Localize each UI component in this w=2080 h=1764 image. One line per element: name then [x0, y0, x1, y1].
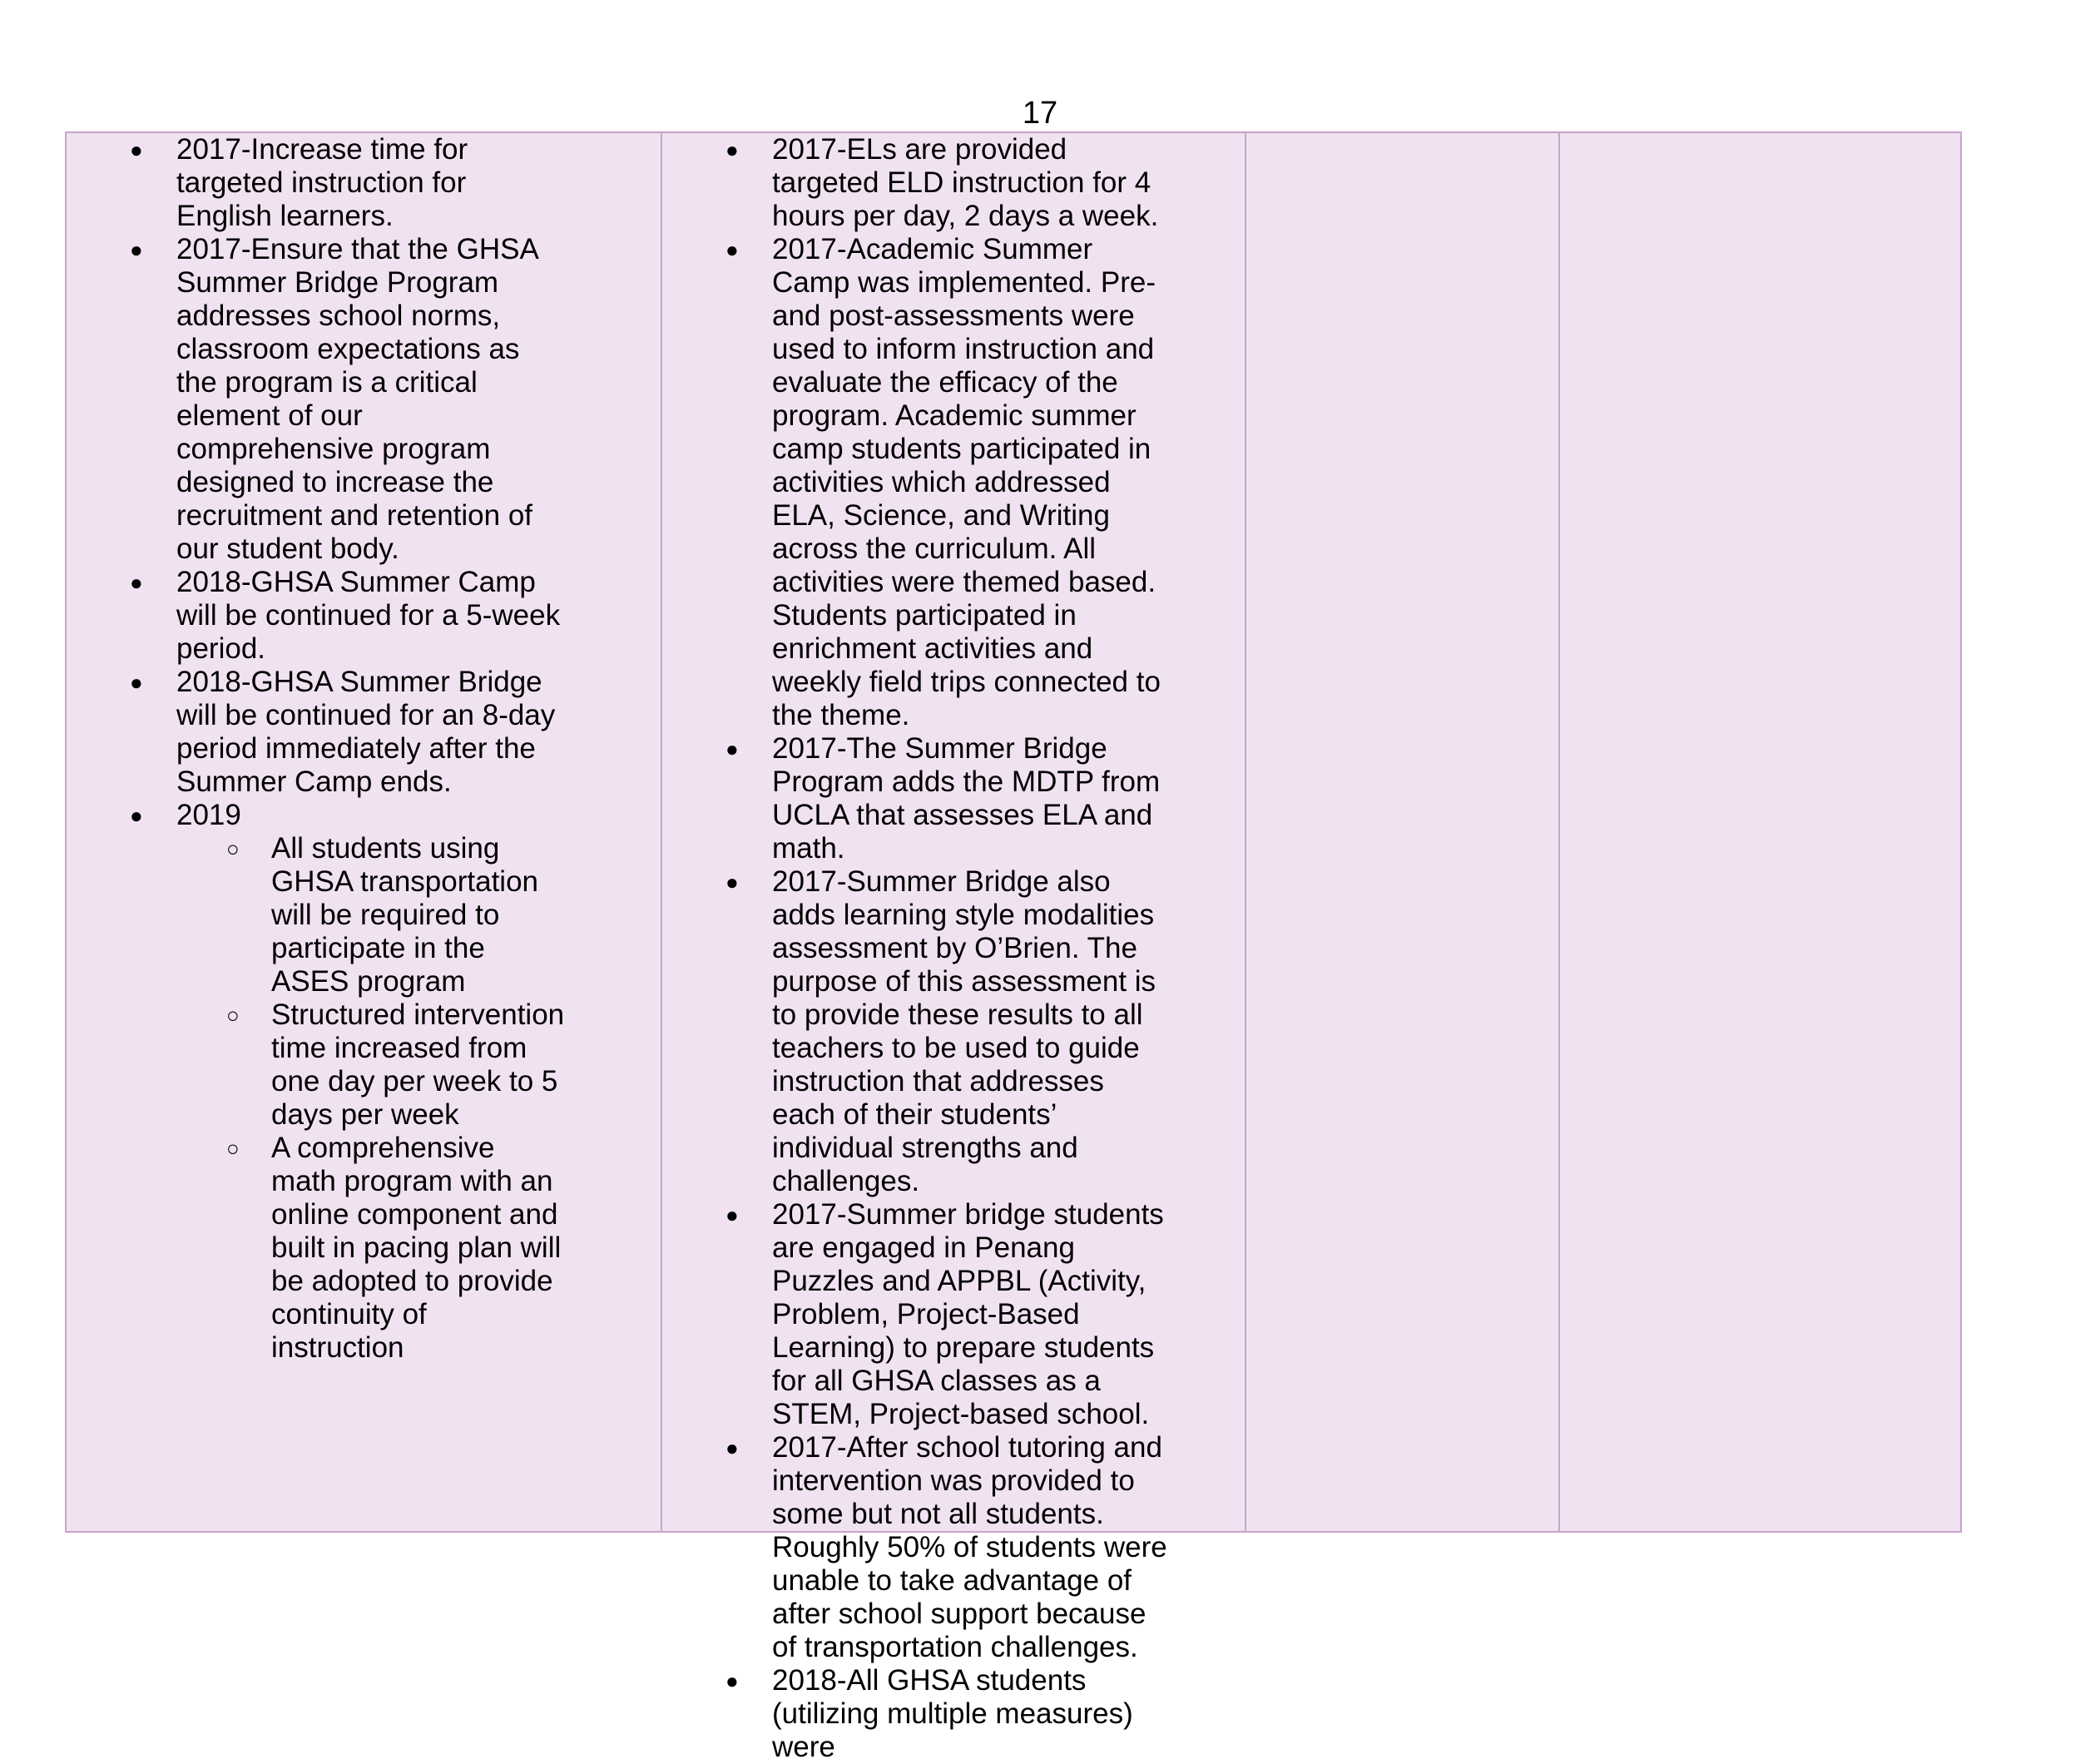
sub-list-item: ○ A comprehensive math program with an online component and built in pacing plan will be adopted to provide continuity of instruction	[271, 1132, 566, 1365]
sub-list-item: ○ All students using GHSA transportation will be required to participate in the ASES program	[271, 832, 566, 998]
list-item: ● 2017-ELs are provided targeted ELD instruction for 4 hours per day, 2 days a week.	[772, 133, 1170, 233]
sub-bullet-list	[176, 832, 566, 1365]
list-item: ● 2018-GHSA Summer Bridge will be continued for an 8-day period immediately after the Summer Camp ends.	[176, 666, 566, 799]
table-cell-planned-actions	[67, 133, 662, 1531]
list-item: ● 2017-Ensure that the GHSA Summer Bridge Program addresses school norms, classroom expectations as the program is a critical element of our comprehensive program designed to increase the recruitment and retention of our student body.	[176, 233, 566, 566]
table-cell-implementation	[662, 133, 1246, 1763]
list-item: ● 2019 ○ All students using GHSA transportation will be required to participate in the ASES program ○ Structured intervention time increased from one day per week to 5 days per week ○ A comprehensive math program with an online component and built in pacing plan will be adopted to provide continuity of instruction	[176, 799, 566, 1365]
sub-list-item: ○ Structured intervention time increased from one day per week to 5 days per week	[271, 998, 566, 1132]
list-item: ● 2017-Summer Bridge also adds learning style modalities assessment by O’Brien. The purpose of this assessment is to provide these results to all teachers to be used to guide instruction that addresses each of their students’ individual strengths and challenges.	[772, 865, 1170, 1198]
goals-table	[65, 131, 1962, 1763]
list-item: ● 2017-Academic Summer Camp was implemented. Pre- and post-assessments were used to inform instruction and evaluate the efficacy of the program. Academic summer camp students participated in activities which addressed ELA, Science, and Writing across the curriculum. All activities were themed based. Students participated in enrichment activities and weekly field trips connected to the theme.	[772, 233, 1170, 732]
list-item: ● 2017-After school tutoring and intervention was provided to some but not all students. Roughly 50% of students were unable to take advantage of after school support because of transportation challenges.	[772, 1431, 1170, 1664]
list-item: ● 2017-Summer bridge students are engaged in Penang Puzzles and APPBL (Activity, Problem, Project-Based Learning) to prepare students for all GHSA classes as a STEM, Project-based school.	[772, 1198, 1170, 1431]
page-number: 17	[1022, 96, 1058, 131]
list-item: ● 2017-The Summer Bridge Program adds the MDTP from UCLA that assesses ELA and math.	[772, 732, 1170, 865]
list-item: ● 2018-GHSA Summer Camp will be continued for a 5-week period.	[176, 566, 566, 666]
bullet-list	[67, 133, 566, 1365]
list-item: ● 2017-Increase time for targeted instruction for English learners.	[176, 133, 566, 233]
table-cell-empty-3	[1246, 133, 1560, 1531]
table-cell-empty-4	[1560, 133, 1960, 1531]
bullet-list	[662, 133, 1170, 1764]
list-item: ● 2018-All GHSA students (utilizing multiple measures) were	[772, 1664, 1170, 1764]
